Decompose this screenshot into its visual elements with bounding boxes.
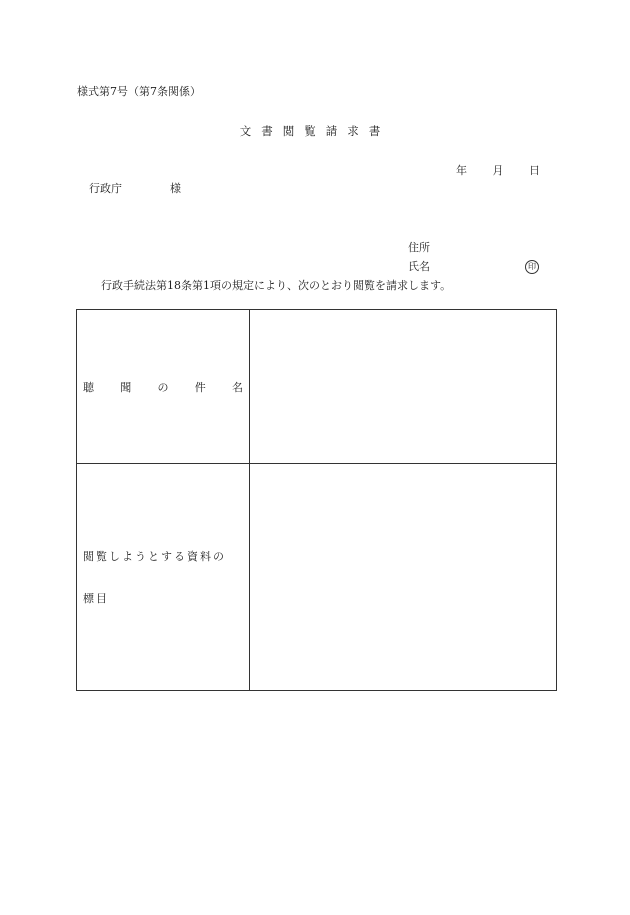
seal-mark: 印 xyxy=(525,260,539,274)
hearing-label-char: 名 xyxy=(232,380,243,394)
addressee-office: 行政庁 xyxy=(89,182,122,195)
hearing-row xyxy=(77,310,557,464)
request-table xyxy=(76,309,557,691)
materials-field[interactable] xyxy=(250,464,557,691)
materials-row xyxy=(77,464,557,691)
document-title: 文書閲覧請求書 xyxy=(239,124,391,138)
applicant-address-label: 住所 xyxy=(408,241,430,254)
hearing-label-char: 聞 xyxy=(120,380,132,394)
addressee-honorific: 様 xyxy=(170,182,181,195)
materials-label-line2: 標目 xyxy=(83,592,109,605)
request-sentence: 行政手続法第18条第1項の規定により、次のとおり閲覧を請求します。 xyxy=(101,279,452,292)
materials-label-line1: 閲覧しようとする資料の xyxy=(83,550,226,563)
materials-label xyxy=(77,464,250,691)
hearing-label-char: 件 xyxy=(194,380,206,394)
hearing-title-label xyxy=(77,310,250,464)
date-day: 日 xyxy=(529,164,540,177)
hearing-label-char: 聴 xyxy=(83,380,94,394)
addressee xyxy=(89,182,181,196)
hearing-label-char: の xyxy=(157,380,169,394)
form-number: 様式第7号（第7条関係） xyxy=(77,85,201,98)
date-year: 年 xyxy=(456,164,467,177)
applicant-name-label: 氏名 xyxy=(408,260,430,273)
date-row xyxy=(456,164,540,178)
date-month: 月 xyxy=(492,164,504,177)
hearing-title-field[interactable] xyxy=(250,310,557,464)
